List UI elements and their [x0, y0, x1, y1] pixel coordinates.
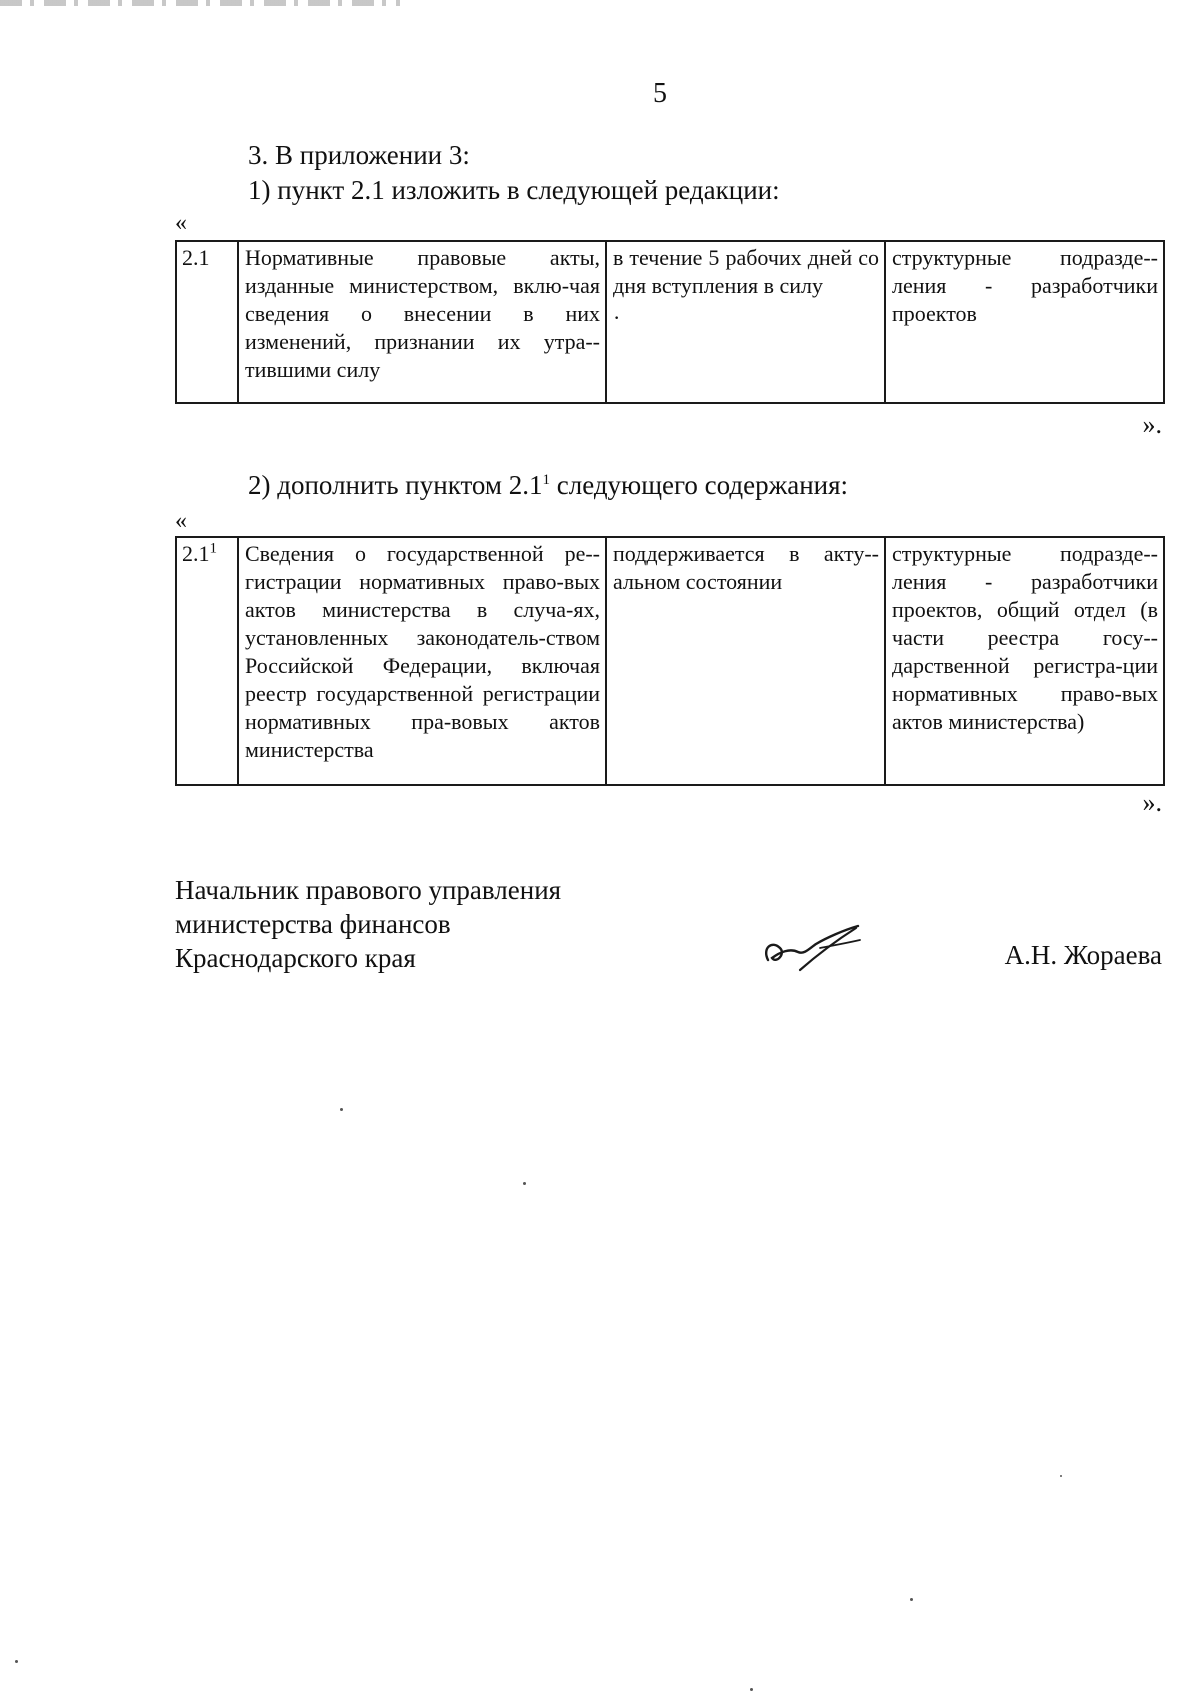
item2-instruction-before: 2) дополнить пунктом 2.1 [248, 470, 543, 500]
description-cell [238, 241, 606, 403]
item-number-cell [176, 537, 238, 785]
item-number-cell [176, 241, 238, 403]
signatory-line-3: Краснодарского края [175, 943, 416, 973]
responsible-text: структурные подразде-ления - разработчики проектов [892, 245, 1158, 326]
deadline-cell [606, 241, 885, 403]
open-quote-2: « [175, 508, 187, 534]
scan-edge-artifact [0, 0, 400, 6]
item-number: 2.1 [182, 245, 210, 270]
item1-instruction: 1) пункт 2.1 изложить в следующей редакции: [248, 175, 780, 205]
item2-instruction-sup: 1 [542, 472, 550, 488]
deadline-cell [606, 537, 885, 785]
description-text: Нормативные правовые акты, изданные министерством, вклю-чая сведения о внесении в них изменений, признании их утра-тившими силу [245, 245, 600, 382]
page-number: 5 [653, 78, 667, 109]
description-cell [238, 537, 606, 785]
deadline-text: в течение 5 рабочих дней со дня вступления в силу [613, 245, 879, 298]
item2-instruction [248, 470, 848, 501]
table-row [176, 537, 1164, 785]
item2-instruction-after: следующего содержания: [549, 470, 849, 500]
scan-speck [1060, 1475, 1062, 1477]
item-number-sup: 1 [209, 540, 217, 557]
table-row [176, 241, 1164, 403]
handwritten-signature [760, 918, 870, 978]
scan-speck [15, 1660, 18, 1663]
amendment-table-2 [175, 536, 1165, 786]
signatory-title [175, 873, 561, 975]
open-quote-1: « [175, 210, 187, 236]
scan-speck [750, 1688, 753, 1691]
responsible-cell [885, 241, 1164, 403]
item-number: 2.1 [182, 541, 210, 566]
responsible-cell [885, 537, 1164, 785]
amendment-table-1 [175, 240, 1165, 404]
deadline-text: поддерживается в акту-альном состоянии [613, 541, 879, 594]
description-text: Сведения о государственной ре-гистрации нормативных право-вых актов министерства в случа-ях, установленных законодатель-ством Российской Федерации, включая реестр государственной регистрации нормативных пра-вовых актов министерства [245, 541, 600, 762]
scan-speck [910, 1598, 913, 1601]
signatory-name: А.Н. Жораева [1004, 940, 1162, 970]
signatory-line-2: министерства финансов [175, 909, 451, 939]
scan-speck [523, 1182, 526, 1185]
deadline-mark: · [613, 305, 621, 330]
close-quote-1: ». [1142, 410, 1162, 439]
close-quote-2: ». [1142, 788, 1162, 817]
signatory-line-1: Начальник правового управления [175, 875, 562, 905]
section-heading: 3. В приложении 3: [248, 140, 470, 170]
responsible-text: структурные подразде-ления - разработчики проектов, общий отдел (в части реестра госу-дарственной регистра-ции нормативных право-вых актов министерства) [892, 541, 1158, 734]
scan-speck [340, 1108, 343, 1111]
